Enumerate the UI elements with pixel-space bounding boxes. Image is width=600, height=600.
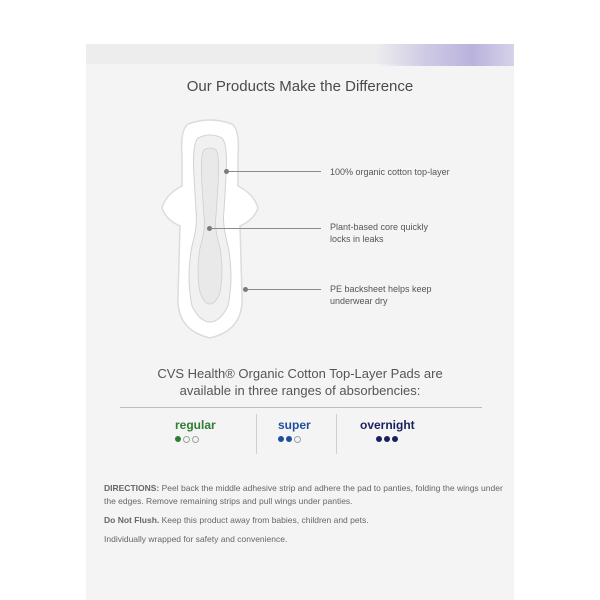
divider-vertical-2 [336, 414, 337, 454]
pad-illustration [150, 116, 270, 346]
absorbency-intro-line1: CVS Health® Organic Cotton Top-Layer Pads are [157, 366, 443, 381]
level-dot-filled [384, 436, 390, 442]
divider [120, 407, 482, 408]
absorbency-overnight-level [376, 436, 415, 442]
directions-label: DIRECTIONS: [104, 483, 160, 493]
directions-text: Peel back the middle adhesive strip and adhere the pad to panties, folding the wings under the edges. Remove remaining strips and pull wings under panties. [104, 483, 503, 506]
absorbency-super-level [278, 436, 311, 443]
package-lilac-accent [376, 44, 514, 66]
wrapped-note: Individually wrapped for safety and convenience. [104, 534, 288, 544]
feature-topsheet [330, 166, 450, 178]
level-dot-filled [286, 436, 292, 442]
absorbency-regular-level [175, 436, 216, 443]
flush-warning [104, 514, 504, 527]
feature-topsheet-line1: 100% organic cotton top-layer [330, 167, 450, 177]
absorbency-super-label: super [278, 418, 311, 432]
level-dot-filled [175, 436, 181, 442]
level-dot-empty [192, 436, 199, 443]
page-title: Our Products Make the Difference [186, 78, 414, 95]
absorbency-intro [86, 365, 514, 399]
callout-line-1 [229, 171, 321, 172]
callout-line-3 [248, 289, 321, 290]
directions-block [104, 482, 504, 552]
flush-label: Do Not Flush. [104, 515, 160, 525]
callout-line-2 [212, 228, 321, 229]
absorbency-intro-line2: available in three ranges of absorbencies: [179, 383, 421, 398]
flush-text: Keep this product away from babies, children and pets. [159, 515, 369, 525]
level-dot-filled [278, 436, 284, 442]
level-dot-filled [392, 436, 398, 442]
feature-core [330, 221, 428, 245]
feature-backsheet [330, 283, 432, 307]
feature-core-line1: Plant-based core quickly [330, 222, 429, 232]
absorbency-super [278, 418, 311, 443]
feature-backsheet-line1: PE backsheet helps keep [330, 284, 432, 294]
level-dot-filled [376, 436, 382, 442]
absorbency-overnight [360, 418, 415, 442]
divider-vertical-1 [256, 414, 257, 454]
feature-backsheet-line2: underwear dry [330, 296, 388, 306]
feature-core-line2: locks in leaks [330, 234, 384, 244]
level-dot-empty [183, 436, 190, 443]
absorbency-regular-label: regular [175, 418, 216, 432]
absorbency-regular [175, 418, 216, 443]
pad-image [150, 116, 270, 346]
directions-paragraph [104, 482, 504, 508]
absorbency-overnight-label: overnight [360, 418, 415, 432]
level-dot-empty [294, 436, 301, 443]
